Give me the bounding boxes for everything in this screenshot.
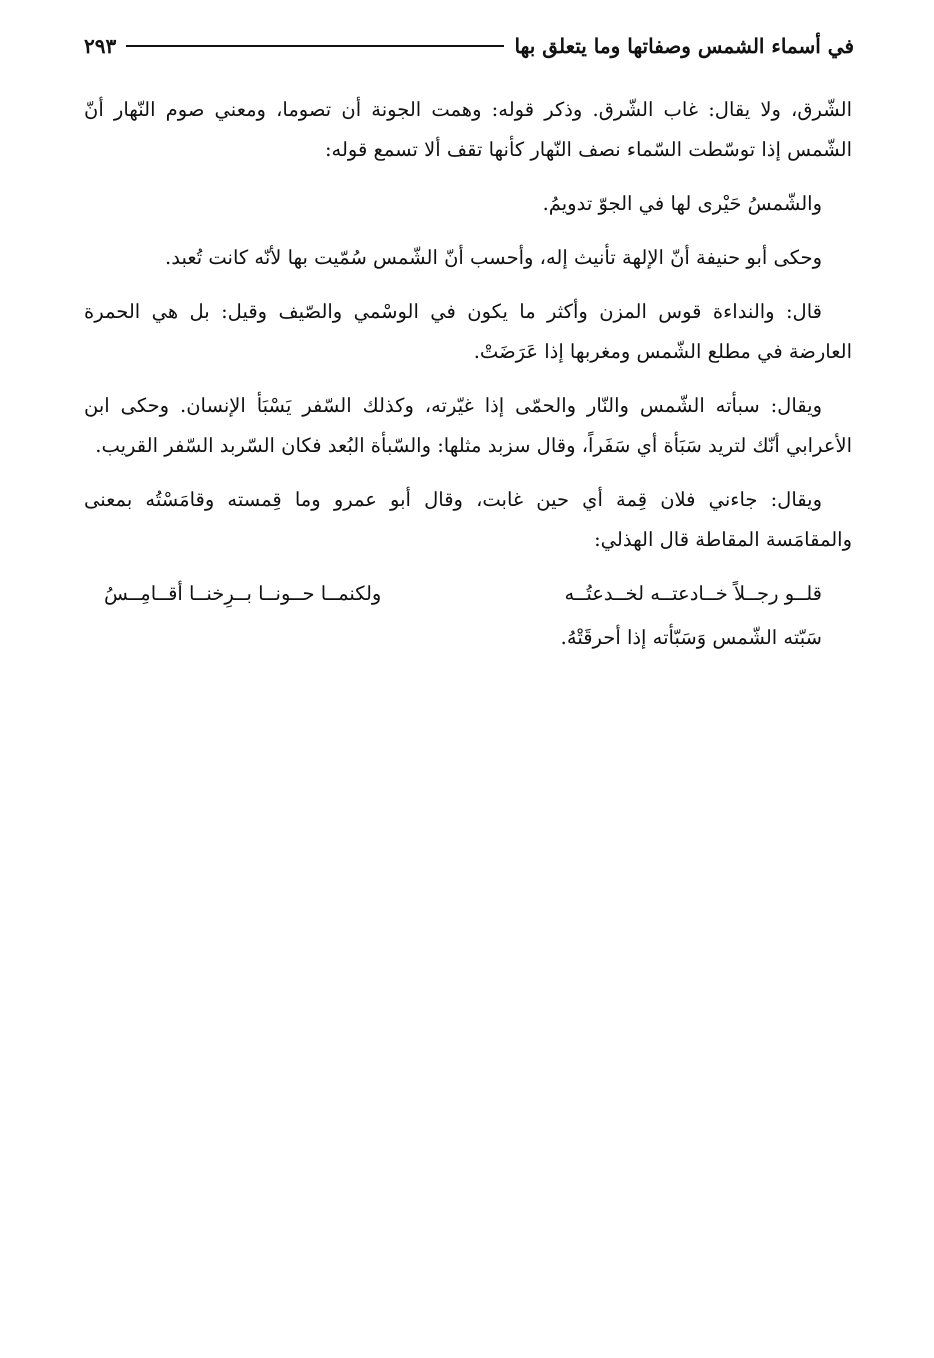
page-header — [84, 28, 854, 64]
running-title: في أسماء الشمس وصفاتها وما يتعلق بها — [514, 34, 854, 58]
paragraph-4: ويقال: سبأته الشّمس والنّار والحمّى إذا غيّرته، وكذلك السّفر يَسْبَأ الإنسان. وحكى ابن الأعرابي أنّك لتريد سَبَأة أي سَفَراً، وقال سزبد مثلها: والسّبأة البُعد فكان السّربد السّفر القريب. — [84, 394, 852, 457]
quoted-verse: والشّمسُ حَيْرى لها في الجوّ تدويمُ. — [542, 192, 822, 215]
page-number: ٢٩٣ — [84, 34, 117, 58]
final-line: سَبّته الشّمس وَسَبّأته إذا أحرقَتْهُ. — [560, 626, 822, 649]
page-body — [84, 90, 852, 672]
poem-first-hemistich: قلــو رجــلاً خــادعتــه لخــدعتُــه — [564, 582, 822, 605]
paragraph-2: وحكى أبو حنيفة أنّ الإلهة تأنيث إله، وأحسب أنّ الشّمس سُمّيت بها لأنّه كانت تُعبد. — [165, 246, 822, 269]
poem-second-hemistich: ولكنمــا حــونــا بــرِخنــا أقــامِــسُ — [104, 582, 382, 605]
paragraph-3: قال: والنداءة قوس المزن وأكثر ما يكون في الوسْمي والصّيف وقيل: بل هي الحمرة العارضة في مطلع الشّمس ومغربها إذا عَرَضَتْ. — [84, 300, 852, 363]
paragraph-5: ويقال: جاءني فلان قِمة أي حين غابت، وقال أبو عمرو وما قِمسته وقامَسْتُه بمعنى والمقامَسة المقاطة قال الهذلي: — [84, 488, 852, 551]
poem-verse — [84, 574, 852, 614]
header-rule — [126, 45, 504, 47]
paragraph-1: الشّرق، ولا يقال: غاب الشّرق. وذكر قوله: وهمت الجونة أن تصوما، ومعني صوم النّهار أنّ الشّمس إذا توسّطت السّماء نصف النّهار كأنها تقف ألا تسمع قوله: — [84, 98, 852, 161]
